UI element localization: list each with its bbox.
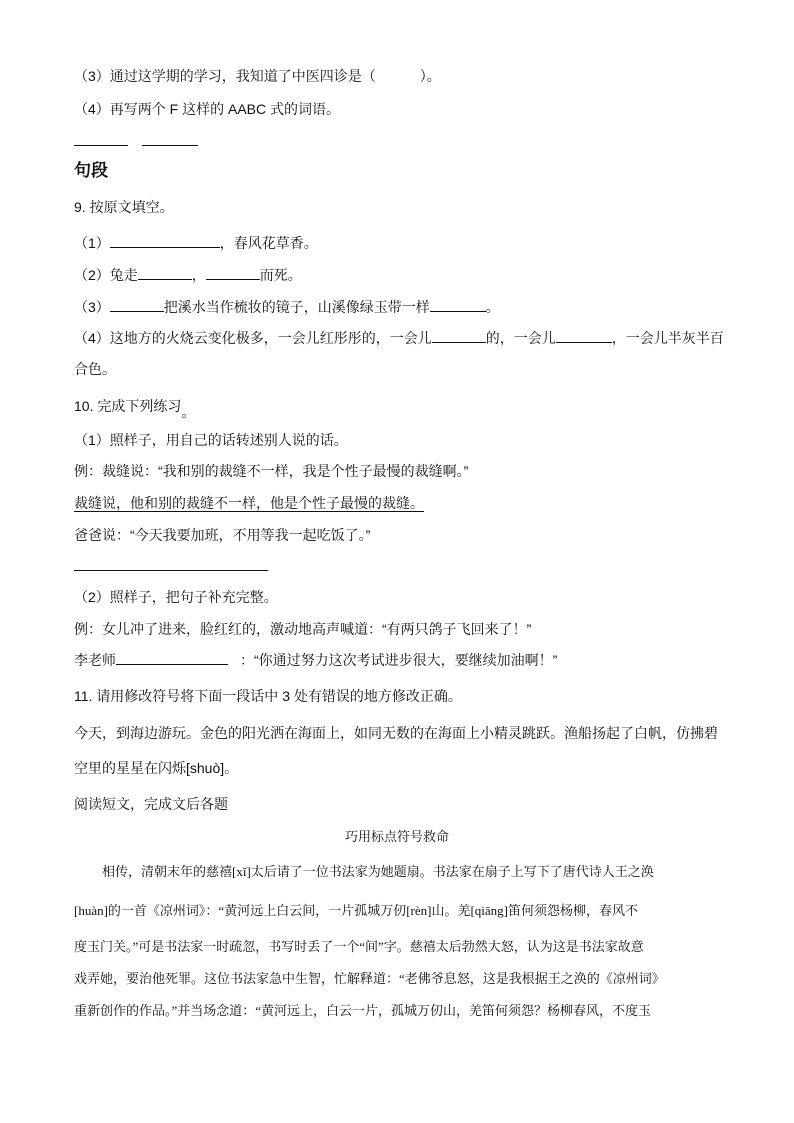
answer-line-3[interactable] [74,570,268,571]
teacher-quote: ：“你通过努力这次考试进步很大，要继续加油啊！” [240,652,558,668]
q9-1-blank[interactable] [110,233,220,248]
passage-line-5: 重新创作的作品。”并当场念道：“黄河远上，白云一片，孤城万仞山，羌笛何须怨？杨柳春风，不度玉 [74,1003,652,1018]
q9-4-text-a: （4）这地方的火烧云变化极多，一会儿红彤彤的，一会儿 [74,330,432,346]
q9-3-blank-a[interactable] [110,297,164,312]
q3-close: ）。 [419,68,441,84]
question-9-3 [74,297,500,317]
example-1: 例：裁缝说：“我和别的裁缝不一样，我是个性子最慢的裁缝啊。” [74,463,469,479]
question-10-2: （2）照样子，把句子补充完整。 [74,589,278,605]
passage-title: 巧用标点符号救命 [344,829,449,844]
question-10-1: （1）照样子，用自己的话转述别人说的话。 [74,432,348,448]
q9-3-text: 把溪水当作梳妆的镜子，山溪像绿玉带一样 [163,299,430,315]
q9-1-label: （1） [74,235,110,251]
answer-line-1[interactable] [74,145,128,146]
example-1-answer: 裁缝说，他和别的裁缝不一样，他是个性子最慢的裁缝。 [74,495,424,511]
q9-2-comma: ， [191,267,206,283]
q9-2-text: （2）兔走 [74,267,138,283]
teacher-blank[interactable] [116,650,228,665]
question-9-4-cont: 合色。 [74,361,116,377]
question-10 [74,396,196,420]
q9-3-blank-b[interactable] [430,297,486,312]
q9-2-end: 而死。 [259,267,302,283]
question-9-1 [74,233,318,253]
section-heading: 句段 [74,161,108,180]
q10-dot: 。 [181,404,196,420]
q9-3-end: 。 [485,299,500,315]
q11-paragraph-1: 今天，到海边游玩。金色的阳光洒在海面上，如同无数的在海面上小精灵跳跃。渔船扬起了白帆，仿拂碧 [74,725,718,741]
passage-line-3: 度玉门关。”可是书法家一时疏忽，书写时丢了一个“间”字。慈禧太后勃然大怒，认为这是书法家故意 [74,939,644,954]
teacher-name: 李老师 [74,652,116,668]
q9-4-blank-b[interactable] [556,328,612,343]
question-9: 9. 按原文填空。 [74,199,174,215]
q9-4-text-c: ，一会儿半灰半百 [611,330,724,346]
q9-2-blank-a[interactable] [138,265,192,280]
answer-line-2[interactable] [142,145,198,146]
q9-4-blank-a[interactable] [432,328,486,343]
q9-2-blank-b[interactable] [206,265,260,280]
question-9-2 [74,265,302,285]
q11-paragraph-2: 空里的星星在闪烁[shuò]。 [74,760,239,776]
reading-instruction: 阅读短文，完成文后各题 [74,796,228,812]
q9-3-label: （3） [74,299,110,315]
question-4-3 [74,66,441,86]
passage-line-4: 戏弄她，要治他死罪。这位书法家急中生智，忙解释道：“老佛爷息怒，这是我根据王之涣的《凉州词》 [74,971,665,986]
teacher-line [74,650,557,670]
q9-4-text-b: 的，一会儿 [485,330,556,346]
passage-line-1: 相传，清朝末年的慈禧[xǐ]太后请了一位书法家为她题扇。书法家在扇子上写下了唐代诗人王之涣 [102,864,654,879]
question-11: 11. 请用修改符号将下面一段话中 3 处有错误的地方修改正确。 [74,688,462,704]
passage-line-2: [huàn]的一首《凉州词》：“黄河远上白云间，一片孤城万仞[rèn]山。羌[qiāng]笛何须怨杨柳，春风不 [74,903,638,918]
q3-text: （3）通过这学期的学习，我知道了中医四诊是（ [74,68,376,84]
dad-quote: 爸爸说：“今天我要加班，不用等我一起吃饭了。” [74,527,371,543]
q9-1-text: ，春风花草香。 [219,235,318,251]
q10-text: 10. 完成下列练习 [74,398,182,414]
question-4-4: （4）再写两个 F 这样的 AABC 式的词语。 [74,101,341,117]
question-9-4 [74,328,724,348]
example-2: 例：女儿冲了进来，脸红红的，激动地高声喊道：“有两只鸽子飞回来了！” [74,621,532,637]
